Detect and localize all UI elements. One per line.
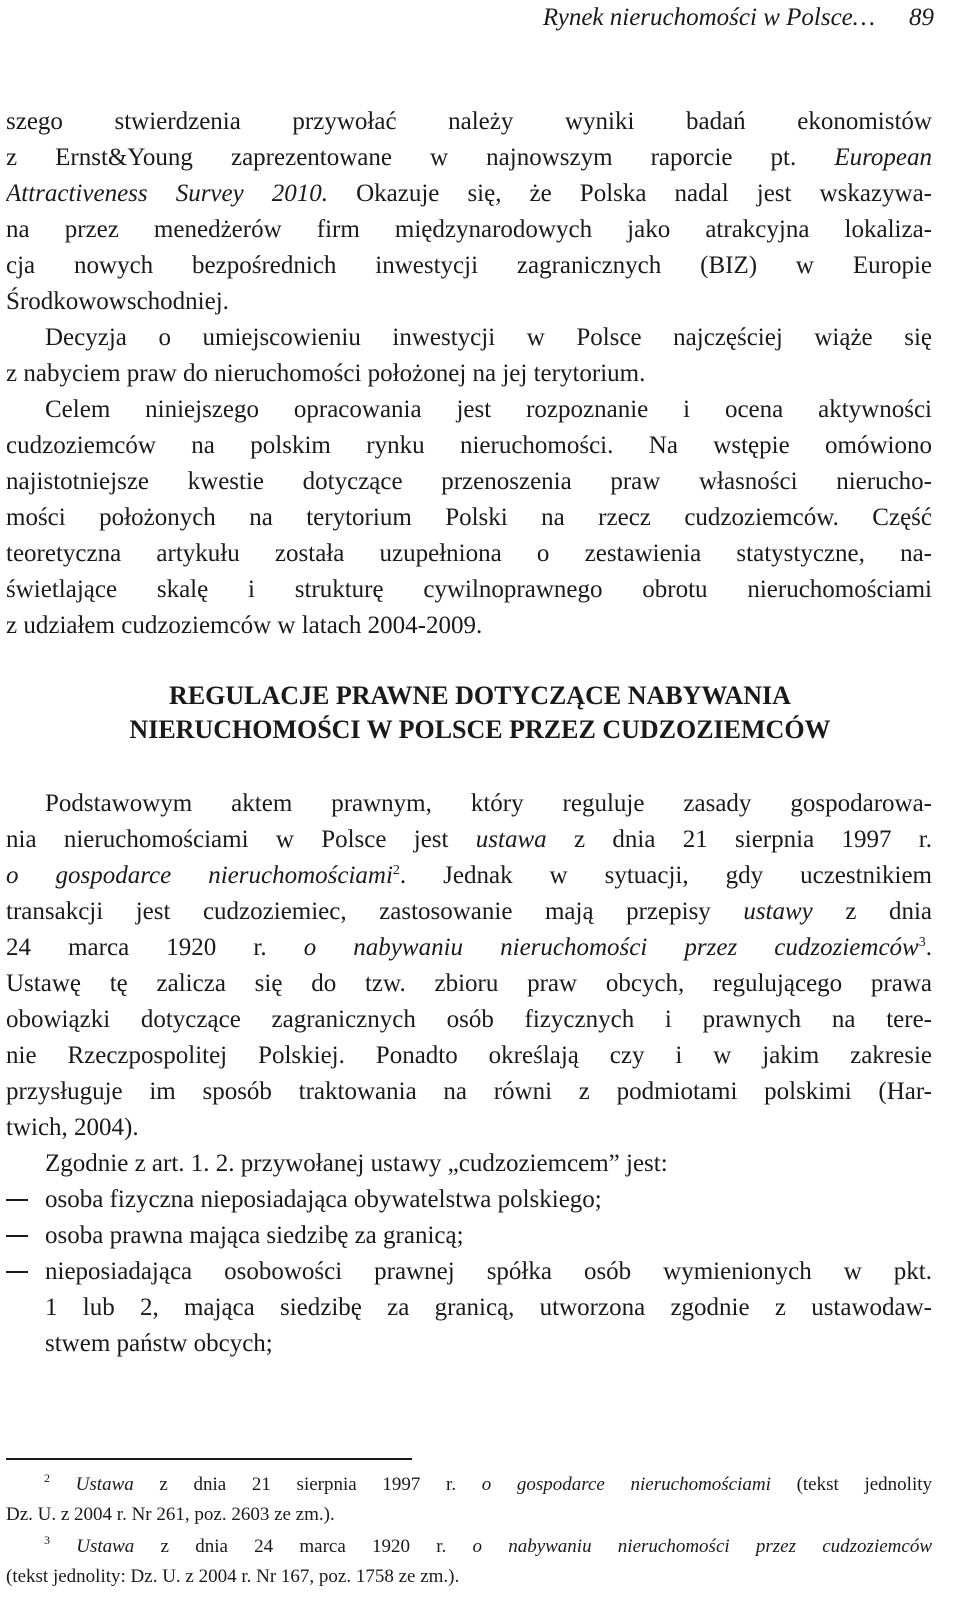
text-run: osoba prawna mająca siedzibę za granicą; — [45, 1222, 464, 1249]
italic-run: o nabywaniu nieruchomości przez cudzoziemców — [472, 1536, 932, 1557]
body-line — [45, 786, 932, 822]
italic-run: o gospodarce nieruchomościami — [6, 862, 393, 889]
section-heading-line-2: NIERUCHOMOŚCI W POLSCE PRZEZ CUDZOZIEMCÓW — [129, 715, 831, 744]
text-run: cudzoziemców na polskim rynku nieruchomości. Na wstępie omówiono — [6, 432, 932, 459]
text-run: obowiązki dotyczące zagranicznych osób fizycznych i prawnych na tere- — [6, 1006, 932, 1033]
text-run: cja nowych bezpośrednich inwestycji zagranicznych (BIZ) w Europie — [6, 252, 932, 279]
body-line — [6, 536, 932, 572]
text-run: szego stwierdzenia przywołać należy wyniki badań ekonomistów — [6, 108, 932, 135]
footnote-number: 2 — [44, 1471, 50, 1485]
text-run: Ustawę tę zalicza się do tzw. zbioru praw obcych, regulującego prawa — [6, 970, 932, 997]
text-run: Środkowowschodniej. — [6, 288, 229, 315]
footnote-ref-3: 3 — [918, 935, 926, 950]
body-line — [6, 212, 932, 248]
text-run: Celem niniejszego opracowania jest rozpoznanie i ocena aktywności — [45, 396, 932, 423]
text-run: z Ernst&Young zaprezentowane w najnowszym raporcie pt. — [6, 144, 835, 171]
list-item-continuation — [45, 1326, 932, 1362]
text-run: mości położonych na terytorium Polski na rzecz cudzoziemców. Część — [6, 504, 932, 531]
text-run: na przez menedżerów firm międzynarodowych jako atrakcyjna lokaliza- — [6, 216, 932, 243]
running-header — [543, 4, 934, 32]
list-dash-icon — [6, 1235, 28, 1237]
footnote-number: 3 — [44, 1533, 50, 1547]
body-line — [6, 428, 932, 464]
text-run: stwem państw obcych; — [45, 1330, 273, 1357]
italic-run: Attractiveness Survey 2010. — [6, 180, 329, 207]
body-line — [6, 356, 932, 392]
body-line — [6, 284, 932, 320]
footnote-3-continuation — [6, 1562, 932, 1592]
list-dash-icon — [6, 1271, 28, 1273]
body-line — [6, 140, 932, 176]
text-run: z dnia 24 marca 1920 r. — [134, 1536, 473, 1557]
page-number: 89 — [909, 4, 934, 31]
footnote-3 — [44, 1532, 932, 1562]
body-line — [6, 248, 932, 284]
body-line — [6, 104, 932, 140]
footnote-2 — [44, 1470, 932, 1500]
list-item — [45, 1254, 932, 1290]
text-run: 24 marca 1920 r. — [6, 934, 304, 961]
text-run: teoretyczna artykułu została uzupełniona o zestawienia statystyczne, na- — [6, 540, 932, 567]
body-line — [6, 1038, 932, 1074]
body-line — [6, 858, 932, 894]
text-run: . Jednak w sytuacji, gdy uczestnikiem — [399, 862, 932, 889]
list-item-continuation — [45, 1290, 932, 1326]
italic-run: European — [834, 144, 932, 171]
text-run: Decyzja o umiejscowieniu inwestycji w Polsce najczęściej wiąże się — [45, 324, 932, 351]
body-line — [6, 464, 932, 500]
text-run: . — [925, 934, 932, 961]
body-line — [6, 822, 932, 858]
text-run: z dnia — [812, 898, 932, 925]
body-line — [6, 608, 932, 644]
text-run: (tekst jednolity — [770, 1474, 932, 1495]
text-run: z udziałem cudzoziemców w latach 2004-2009. — [6, 612, 483, 639]
body-line — [6, 572, 932, 608]
text-run: nie Rzeczpospolitej Polskiej. Ponadto określają czy i w jakim zakresie — [6, 1042, 932, 1069]
footnote-2-continuation — [6, 1500, 932, 1530]
text-run: nia nieruchomościami w Polsce jest — [6, 826, 476, 853]
list-dash-icon — [6, 1199, 28, 1201]
text-run: Okazuje się, że Polska nadal jest wskazywa- — [328, 180, 932, 207]
text-run: Zgodnie z art. 1. 2. przywołanej ustawy „cudzoziemcem” jest: — [45, 1150, 668, 1177]
text-run: z dnia 21 sierpnia 1997 r. — [133, 1474, 482, 1495]
text-run: osoba fizyczna nieposiadająca obywatelstwa polskiego; — [45, 1186, 602, 1213]
text-run: 1 lub 2, mająca siedzibę za granicą, utworzona zgodnie z ustawodaw- — [45, 1294, 932, 1321]
list-item — [45, 1182, 932, 1218]
body-line — [6, 1002, 932, 1038]
definition-intro — [45, 1146, 932, 1182]
body-line — [6, 966, 932, 1002]
body-line — [6, 930, 932, 966]
text-run: przysługuje im sposób traktowania na równi z podmiotami polskimi (Har- — [6, 1078, 932, 1105]
text-run: twich, 2004). — [6, 1114, 139, 1141]
body-line — [6, 1074, 932, 1110]
text-run: Dz. U. z 2004 r. Nr 261, poz. 2603 ze zm.). — [6, 1504, 335, 1525]
text-run: najistotniejsze kwestie dotyczące przenoszenia praw własności nierucho- — [6, 468, 932, 495]
italic-run: ustawy — [743, 898, 813, 925]
italic-run: o nabywaniu nieruchomości przez cudzoziemców — [303, 934, 919, 961]
text-run: świetlające skalę i strukturę cywilnoprawnego obrotu nieruchomościami — [6, 576, 932, 603]
italic-run: o gospodarce nieruchomościami — [481, 1474, 771, 1495]
italic-run: Ustawa — [76, 1536, 135, 1557]
footnote-ref-2: 2 — [392, 863, 400, 878]
text-run: z dnia 21 sierpnia 1997 r. — [546, 826, 932, 853]
text-run: transakcji jest cudzoziemiec, zastosowanie mają przepisy — [6, 898, 744, 925]
footnote-separator — [6, 1458, 412, 1460]
body-line — [6, 894, 932, 930]
list-item — [45, 1218, 932, 1254]
section-heading-line-1: REGULACJE PRAWNE DOTYCZĄCE NABYWANIA — [169, 681, 791, 710]
body-line — [45, 392, 932, 428]
body-line — [6, 176, 932, 212]
text-run: z nabyciem praw do nieruchomości położonej na jej terytorium. — [6, 360, 646, 387]
text-run: (tekst jednolity: Dz. U. z 2004 r. Nr 167, poz. 1758 ze zm.). — [6, 1566, 460, 1587]
body-line — [45, 320, 932, 356]
italic-run: ustawa — [475, 826, 547, 853]
text-run: nieposiadająca osobowości prawnej spółka osób wymienionych w pkt. — [45, 1258, 932, 1285]
text-run: Podstawowym aktem prawnym, który reguluje zasady gospodarowa- — [45, 790, 932, 817]
body-line — [6, 1110, 932, 1146]
running-header-title: Rynek nieruchomości w Polsce… — [542, 4, 875, 31]
italic-run: Ustawa — [75, 1474, 134, 1495]
body-line — [6, 500, 932, 536]
